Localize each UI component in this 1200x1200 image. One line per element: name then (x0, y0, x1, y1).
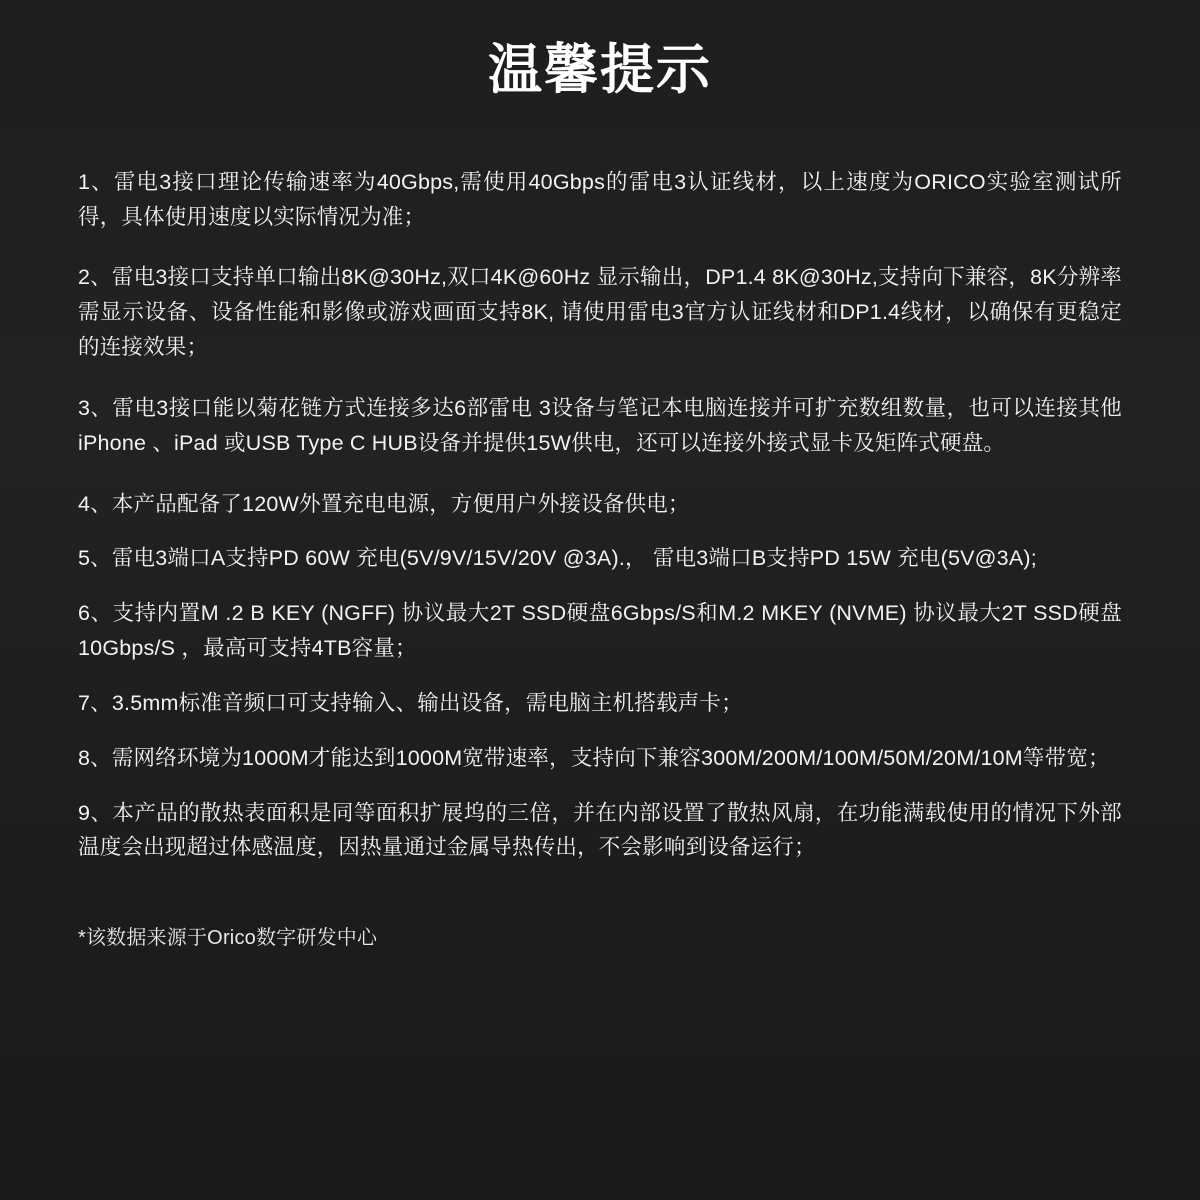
list-item: 3、雷电3接口能以菊花链方式连接多达6部雷电 3设备与笔记本电脑连接并可扩充数组数量，也可以连接其他iPhone 、iPad 或USB Type C HUB设备并提供15W供电，还可以连接外接式显卡及矩阵式硬盘。 (78, 395, 1122, 455)
list-item: 5、雷电3端口A支持PD 60W 充电(5V/9V/15V/20V @3A).， 雷电3端口B支持PD 15W 充电(5V@3A); (78, 546, 1037, 571)
list-item: 9、本产品的散热表面积是同等面积扩展坞的三倍，并在内部设置了散热风扇，在功能满载使用的情况下外部温度会出现超过体感温度，因热量通过金属导热传出，不会影响到设备运行； (78, 800, 1122, 860)
source-footnote: *该数据来源于Orico数字研发中心 (78, 927, 378, 950)
list-item: 1、雷电3接口理论传输速率为40Gbps,需使用40Gbps的雷电3认证线材，以上速度为ORICO实验室测试所得，具体使用速度以实际情况为准； (78, 169, 1122, 229)
list-item: 8、需网络环境为1000M才能达到1000M宽带速率，支持向下兼容300M/200M/100M/50M/20M/10M等带宽； (78, 745, 1110, 770)
list-item: 4、本产品配备了120W外置充电电源，方便用户外接设备供电； (78, 491, 690, 516)
notes-list (0, 165, 1200, 950)
page-title: 温馨提示 (488, 40, 712, 100)
list-item: 2、雷电3接口支持单口输出8K@30Hz,双口4K@60Hz 显示输出，DP1.4 8K@30Hz,支持向下兼容，8K分辨率需显示设备、设备性能和影像或游戏画面支持8K, 请使用雷电3官方认证线材和DP1.4线材，以确保有更稳定的连接效果； (78, 265, 1122, 360)
list-item: 6、支持内置M .2 B KEY (NGFF) 协议最大2T SSD硬盘6Gbps/S和M.2 MKEY (NVME) 协议最大2T SSD硬盘10Gbps/S ，最高可支持4TB容量； (78, 601, 1122, 661)
list-item: 7、3.5mm标准音频口可支持输入、输出设备，需电脑主机搭载声卡； (78, 690, 743, 715)
